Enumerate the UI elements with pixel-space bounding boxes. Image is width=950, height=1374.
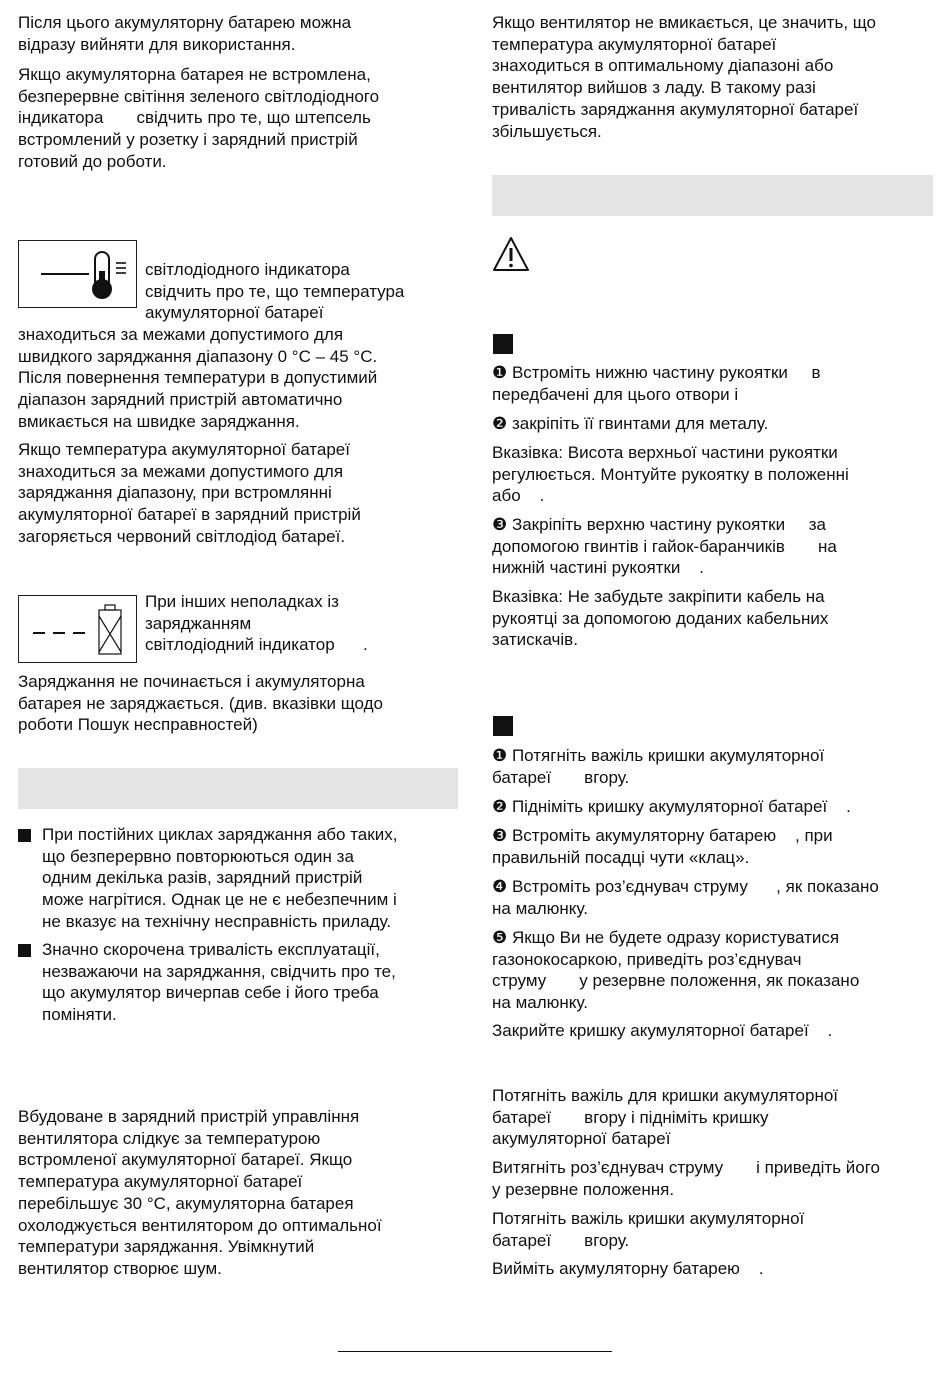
step-marker-battery [493, 716, 513, 736]
bullet-battery-life: Значно скорочена тривалість експлуатації, незважаючи на заряджання, свідчить про те, що акумулятор вичерпав себе і його треба поміняти. [42, 940, 396, 1025]
bullet-heating: При постійних циклах заряджання або таких, що безперервно повторюються один за одним декілька разів, зарядний пристрій може нагрітися. Однак це не є небезпечним і не вказує на технічну несправність приладу. [42, 825, 398, 931]
paragraph-temp-range: знаходиться за межами допустимого для швидкого заряджання діапазону 0 °C – 45 °C. Після повернення температури в допустимий діапазон зарядний пристрій автоматично вмикається на швидке заряджання. [18, 325, 378, 431]
removal-take-battery: Вийміть акумуляторну батарею . [492, 1259, 764, 1278]
bullet-marker [18, 944, 31, 957]
paragraph-temp-side: світлодіодного індикатора свідчить про те, що температура акумуляторної батареї [145, 260, 405, 323]
section-bar-right [492, 175, 933, 216]
note-cable: Вказівка: Не забудьте закріпити кабель на рукоятці за допомогою доданих кабельних затискачів. [492, 587, 829, 650]
led-fault-symbol [18, 595, 137, 663]
paragraph-fault-side: При інших неполадках із заряджанням світлодіодний індикатор . [145, 592, 368, 655]
paragraph-green-led: Якщо акумуляторна батарея не встромлена, безперервне світіння зеленого світлодіодного індикатора свідчить про те, що штепсель встромлений у розетку і зарядний пристрій готовий до роботи. [18, 65, 380, 171]
section-bar-left [18, 768, 458, 809]
step-insert-battery: ❸ Встроміть акумуляторну батарею , при правильній посадці чути «клац». [492, 826, 833, 867]
bullet-marker [18, 829, 31, 842]
removal-pull-lever-2: Потягніть важіль кришки акумуляторної батареї вгору. [492, 1209, 805, 1250]
step-close-cover: Закрийте кришку акумуляторної батареї . [492, 1021, 833, 1040]
step-marker-assembly [493, 334, 513, 354]
step-lift-cover: ❷ Підніміть кришку акумуляторної батареї . [492, 797, 851, 816]
thermometer-icon [19, 241, 138, 309]
led-temperature-symbol [18, 240, 137, 308]
step-insert-disconnector: ❹ Встроміть роз’єднувач струму , як показано на малюнку. [492, 877, 879, 918]
removal-disconnector: Витягніть роз’єднувач струму і приведіть його у резервне положення. [492, 1158, 881, 1199]
footer-rule [338, 1351, 612, 1352]
paragraph-charge-complete: Після цього акумуляторну батарею можна відразу вийняти для використання. [18, 13, 352, 54]
step-fix-screws: ❷ закріпіть її гвинтами для металу. [492, 414, 769, 433]
step-insert-handle: ❶ Встроміть нижню частину рукоятки в передбачені для цього отвори і [492, 363, 821, 404]
paragraph-fan-control: Вбудоване в зарядний пристрій управління вентилятора слідкує за температурою встромленої акумуляторної батареї. Якщо температура акумуляторної батареї перебільшує 30 °C, акумуляторна батарея охолоджується вентилятором до оптимальної температури заряджання. Увімкнутий вентилятор створює шум. [18, 1107, 382, 1278]
step-fix-upper-handle: ❸ Закріпіть верхню частину рукоятки за допомогою гвинтів і гайок-баранчиків на нижній частині рукоятки . [492, 515, 837, 578]
paragraph-red-led: Якщо температура акумуляторної батареї знаходиться за межами допустимого для заряджання діапазону, при встромлянні акумуляторної батареї в зарядний пристрій загоряється червоний світлодіод батареї. [18, 440, 361, 546]
note-handle-height: Вказівка: Висота верхньої частини рукоятки регулюється. Монтуйте рукоятку в положенні або . [492, 443, 849, 506]
step-pull-lever: ❶ Потягніть важіль кришки акумуляторної батареї вгору. [492, 746, 825, 787]
warning-icon [492, 236, 530, 272]
battery-crossed-icon [19, 596, 138, 664]
removal-pull-lever: Потягніть важіль для кришки акумуляторної батареї вгору і підніміть кришку акумуляторної батареї [492, 1086, 839, 1149]
paragraph-fault-info: Заряджання не починається і акумуляторна батарея не заряджається. (див. вказівки щодо роботи Пошук несправностей) [18, 672, 383, 735]
step-reserve-position: ❺ Якщо Ви не будете одразу користуватися газонокосаркою, приведіть роз’єднувач струму у резервне положення, як показано на малюнку. [492, 928, 860, 1013]
paragraph-fan-off: Якщо вентилятор не вмикається, це значить, що температура акумуляторної батареї знаходиться в оптимальному діапазоні або вентилятор вийшов з ладу. В такому разі тривалість заряджання акумуляторної батареї збільшується. [492, 13, 877, 141]
